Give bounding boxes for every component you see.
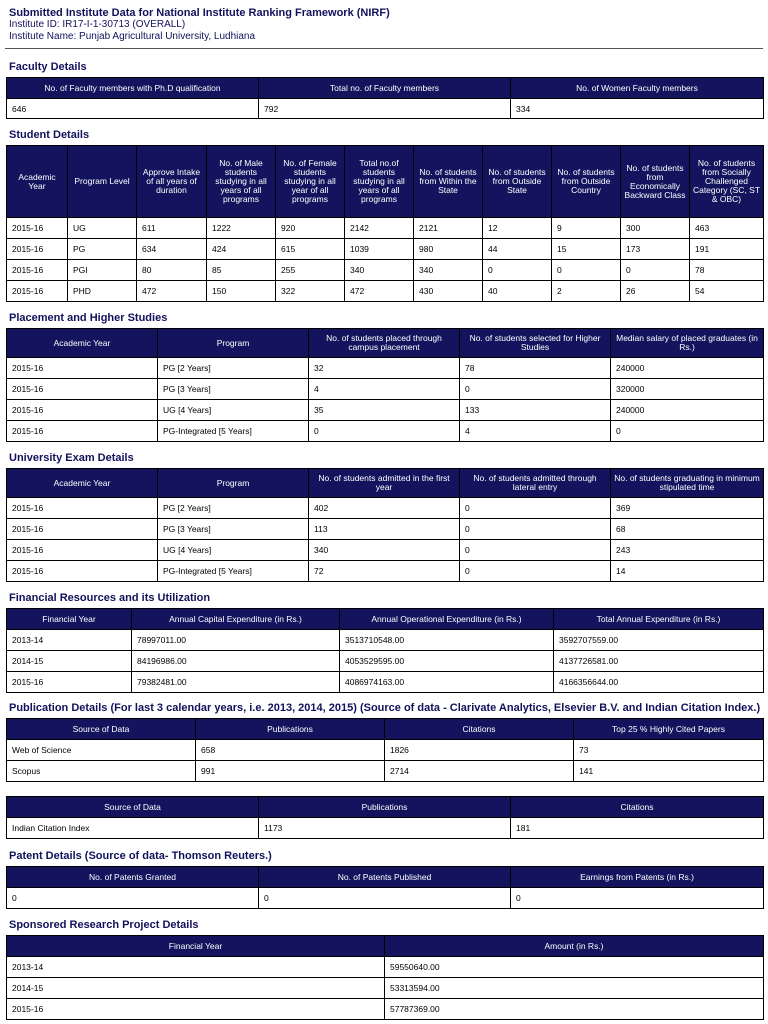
- table-cell: 2015-16: [7, 400, 158, 421]
- table-cell: PHD: [68, 281, 137, 302]
- table-cell: 1173: [259, 818, 511, 839]
- table-header: Publications: [259, 797, 511, 818]
- table-cell: 1039: [345, 239, 414, 260]
- table-cell: 2014-15: [7, 651, 132, 672]
- table-row: [7, 630, 764, 651]
- table-cell: 113: [309, 519, 460, 540]
- table-cell: 0: [483, 260, 552, 281]
- table-row: [7, 888, 764, 909]
- student-section-title: Student Details: [9, 129, 90, 141]
- patents-section-title: Patent Details (Source of data- Thomson Reuters.): [9, 850, 272, 862]
- table-cell: PG-Integrated [5 Years]: [158, 421, 309, 442]
- table-cell: 12: [483, 218, 552, 239]
- placement-section-title: Placement and Higher Studies: [9, 312, 168, 324]
- table-cell: Scopus: [7, 761, 196, 782]
- table-header: Approve Intake of all years of duration: [137, 146, 207, 218]
- table-cell: 44: [483, 239, 552, 260]
- table-cell: 424: [207, 239, 276, 260]
- institute-name: Institute Name: Punjab Agricultural University, Ludhiana: [9, 31, 256, 42]
- table-cell: PG [3 Years]: [158, 519, 309, 540]
- table-header: No. of students graduating in minimum stipulated time: [611, 469, 764, 498]
- table-cell: 255: [276, 260, 345, 281]
- table-header: No. of students admitted through lateral entry: [460, 469, 611, 498]
- table-cell: 2014-15: [7, 978, 385, 999]
- table-cell: UG [4 Years]: [158, 540, 309, 561]
- publications-section-title: Publication Details (For last 3 calendar years, i.e. 2013, 2014, 2015) (Source of data - Clarivate Analytics, Elsevier B.V. and Indian Citation Index.): [9, 702, 761, 714]
- table-cell: 322: [276, 281, 345, 302]
- table-cell: 59550640.00: [385, 957, 764, 978]
- table-header: Annual Capital Expenditure (in Rs.): [132, 609, 340, 630]
- table-cell: 57787369.00: [385, 999, 764, 1020]
- table-header: No. of students from Outside State: [483, 146, 552, 218]
- table-row: [7, 498, 764, 519]
- table-cell: 0: [460, 519, 611, 540]
- table-cell: 32: [309, 358, 460, 379]
- table-cell: 2015-16: [7, 672, 132, 693]
- table-cell: 2015-16: [7, 239, 68, 260]
- table-cell: 2013-14: [7, 957, 385, 978]
- table-header: No. of students selected for Higher Studies: [460, 329, 611, 358]
- table-header: Total Annual Expenditure (in Rs.): [554, 609, 764, 630]
- table-cell: 40: [483, 281, 552, 302]
- table-header: Top 25 % Highly Cited Papers: [574, 719, 764, 740]
- table-cell: Web of Science: [7, 740, 196, 761]
- table-cell: 472: [137, 281, 207, 302]
- table-row: [7, 761, 764, 782]
- table-cell: 0: [460, 561, 611, 582]
- table-row: [7, 540, 764, 561]
- indian-citation-table: [6, 796, 764, 839]
- table-header: Academic Year: [7, 329, 158, 358]
- table-header: Program: [158, 469, 309, 498]
- table-cell: 4: [309, 379, 460, 400]
- table-row: [7, 672, 764, 693]
- table-header: Earnings from Patents (in Rs.): [511, 867, 764, 888]
- table-header: Program Level: [68, 146, 137, 218]
- table-cell: 300: [621, 218, 690, 239]
- table-cell: 369: [611, 498, 764, 519]
- table-header: Source of Data: [7, 719, 196, 740]
- table-cell: 0: [552, 260, 621, 281]
- table-cell: 2015-16: [7, 358, 158, 379]
- table-cell: 4: [460, 421, 611, 442]
- table-cell: 2015-16: [7, 218, 68, 239]
- table-cell: 4053529595.00: [340, 651, 554, 672]
- table-cell: 2142: [345, 218, 414, 239]
- table-cell: 26: [621, 281, 690, 302]
- table-cell: 14: [611, 561, 764, 582]
- table-row: [7, 957, 764, 978]
- table-cell: 181: [511, 818, 764, 839]
- table-cell: 2015-16: [7, 498, 158, 519]
- faculty-section-title: Faculty Details: [9, 61, 87, 73]
- table-row: [7, 239, 764, 260]
- table-cell: 340: [345, 260, 414, 281]
- faculty-table: [6, 77, 764, 119]
- table-cell: 2714: [385, 761, 574, 782]
- table-cell: 430: [414, 281, 483, 302]
- table-cell: 78: [690, 260, 764, 281]
- table-row: [7, 99, 764, 119]
- table-row: [7, 260, 764, 281]
- table-cell: 240000: [611, 400, 764, 421]
- sponsored-section-title: Sponsored Research Project Details: [9, 919, 199, 931]
- table-cell: 78997011.00: [132, 630, 340, 651]
- table-cell: 2015-16: [7, 999, 385, 1020]
- table-cell: 191: [690, 239, 764, 260]
- table-cell: 991: [196, 761, 385, 782]
- table-cell: 2015-16: [7, 519, 158, 540]
- table-cell: 2: [552, 281, 621, 302]
- table-row: [7, 740, 764, 761]
- table-cell: 340: [309, 540, 460, 561]
- table-row: [7, 218, 764, 239]
- table-cell: 141: [574, 761, 764, 782]
- table-cell: 402: [309, 498, 460, 519]
- table-cell: 634: [137, 239, 207, 260]
- table-cell: 0: [611, 421, 764, 442]
- table-cell: 53313594.00: [385, 978, 764, 999]
- table-row: [7, 999, 764, 1020]
- table-header: Citations: [385, 719, 574, 740]
- table-cell: UG: [68, 218, 137, 239]
- table-cell: 463: [690, 218, 764, 239]
- table-header: Financial Year: [7, 936, 385, 957]
- table-cell: 133: [460, 400, 611, 421]
- table-cell: 79382481.00: [132, 672, 340, 693]
- finance-section-title: Financial Resources and its Utilization: [9, 592, 211, 604]
- exam-table: [6, 468, 764, 582]
- table-cell: 611: [137, 218, 207, 239]
- table-header: No. of students admitted in the first year: [309, 469, 460, 498]
- table-cell: Indian Citation Index: [7, 818, 259, 839]
- table-header: No. of Female students studying in all year of all programs: [276, 146, 345, 218]
- table-cell: 2015-16: [7, 421, 158, 442]
- finance-table: [6, 608, 764, 693]
- table-row: [7, 421, 764, 442]
- table-cell: PGI: [68, 260, 137, 281]
- table-cell: UG [4 Years]: [158, 400, 309, 421]
- table-cell: 0: [259, 888, 511, 909]
- table-header: No. of students from Economically Backward Class: [621, 146, 690, 218]
- table-row: [7, 379, 764, 400]
- table-cell: 0: [460, 540, 611, 561]
- table-cell: 2121: [414, 218, 483, 239]
- table-cell: 472: [345, 281, 414, 302]
- table-cell: 85: [207, 260, 276, 281]
- table-cell: 0: [460, 379, 611, 400]
- table-row: [7, 400, 764, 421]
- table-header: Academic Year: [7, 146, 68, 218]
- table-header: Financial Year: [7, 609, 132, 630]
- table-cell: 658: [196, 740, 385, 761]
- table-header: Annual Operational Expenditure (in Rs.): [340, 609, 554, 630]
- table-cell: 2015-16: [7, 561, 158, 582]
- placement-table: [6, 328, 764, 442]
- table-cell: 2015-16: [7, 379, 158, 400]
- table-row: [7, 818, 764, 839]
- student-table: [6, 145, 764, 302]
- table-cell: 9: [552, 218, 621, 239]
- table-header: No. of students from Socially Challenged Category (SC, ST & OBC): [690, 146, 764, 218]
- table-cell: 15: [552, 239, 621, 260]
- exam-section-title: University Exam Details: [9, 452, 134, 464]
- table-header: Median salary of placed graduates (in Rs.): [611, 329, 764, 358]
- table-row: [7, 281, 764, 302]
- table-cell: 0: [309, 421, 460, 442]
- table-header: Academic Year: [7, 469, 158, 498]
- table-cell: 0: [7, 888, 259, 909]
- table-header: No. of Patents Granted: [7, 867, 259, 888]
- sponsored-table: [6, 935, 764, 1020]
- table-cell: 920: [276, 218, 345, 239]
- table-header: No. of Patents Published: [259, 867, 511, 888]
- table-cell: 0: [511, 888, 764, 909]
- table-header: Amount (in Rs.): [385, 936, 764, 957]
- table-cell: 334: [511, 99, 764, 119]
- table-header: No. of students placed through campus placement: [309, 329, 460, 358]
- table-cell: 2013-14: [7, 630, 132, 651]
- page-title: Submitted Institute Data for National Institute Ranking Framework (NIRF): [9, 7, 390, 19]
- table-cell: 4137726581.00: [554, 651, 764, 672]
- table-row: [7, 358, 764, 379]
- table-cell: 78: [460, 358, 611, 379]
- table-cell: 0: [621, 260, 690, 281]
- publications-table: [6, 718, 764, 782]
- table-cell: 3513710548.00: [340, 630, 554, 651]
- table-cell: 173: [621, 239, 690, 260]
- table-row: [7, 978, 764, 999]
- table-cell: 615: [276, 239, 345, 260]
- table-cell: 150: [207, 281, 276, 302]
- table-cell: 1222: [207, 218, 276, 239]
- table-header: No. of Faculty members with Ph.D qualification: [7, 78, 259, 99]
- table-cell: 72: [309, 561, 460, 582]
- table-cell: 4086974163.00: [340, 672, 554, 693]
- table-cell: 792: [259, 99, 511, 119]
- table-cell: 73: [574, 740, 764, 761]
- table-cell: 80: [137, 260, 207, 281]
- table-row: [7, 519, 764, 540]
- table-cell: PG-Integrated [5 Years]: [158, 561, 309, 582]
- table-cell: 0: [460, 498, 611, 519]
- table-header: Total no. of Faculty members: [259, 78, 511, 99]
- table-cell: PG [3 Years]: [158, 379, 309, 400]
- table-cell: 2015-16: [7, 281, 68, 302]
- table-cell: 240000: [611, 358, 764, 379]
- table-cell: 1826: [385, 740, 574, 761]
- table-row: [7, 651, 764, 672]
- patents-table: [6, 866, 764, 909]
- table-cell: 320000: [611, 379, 764, 400]
- table-cell: 4166356644.00: [554, 672, 764, 693]
- table-header: Program: [158, 329, 309, 358]
- table-header: Source of Data: [7, 797, 259, 818]
- table-cell: PG [2 Years]: [158, 498, 309, 519]
- table-cell: PG: [68, 239, 137, 260]
- table-cell: 68: [611, 519, 764, 540]
- table-cell: 84196986.00: [132, 651, 340, 672]
- table-header: No. of Male students studying in all years of all programs: [207, 146, 276, 218]
- table-cell: 35: [309, 400, 460, 421]
- table-row: [7, 561, 764, 582]
- table-header: No. of students from Outside Country: [552, 146, 621, 218]
- table-cell: PG [2 Years]: [158, 358, 309, 379]
- table-header: Publications: [196, 719, 385, 740]
- table-cell: 2015-16: [7, 260, 68, 281]
- table-cell: 243: [611, 540, 764, 561]
- table-cell: 3592707559.00: [554, 630, 764, 651]
- table-header: Citations: [511, 797, 764, 818]
- table-cell: 54: [690, 281, 764, 302]
- table-cell: 980: [414, 239, 483, 260]
- page-header: [9, 7, 761, 43]
- table-header: Total no.of students studying in all years of all programs: [345, 146, 414, 218]
- institute-id: Institute ID: IR17-I-1-30713 (OVERALL): [9, 19, 186, 30]
- table-cell: 340: [414, 260, 483, 281]
- header-divider: [5, 48, 763, 49]
- table-cell: 2015-16: [7, 540, 158, 561]
- table-header: No. of students from Within the State: [414, 146, 483, 218]
- table-cell: 646: [7, 99, 259, 119]
- table-header: No. of Women Faculty members: [511, 78, 764, 99]
